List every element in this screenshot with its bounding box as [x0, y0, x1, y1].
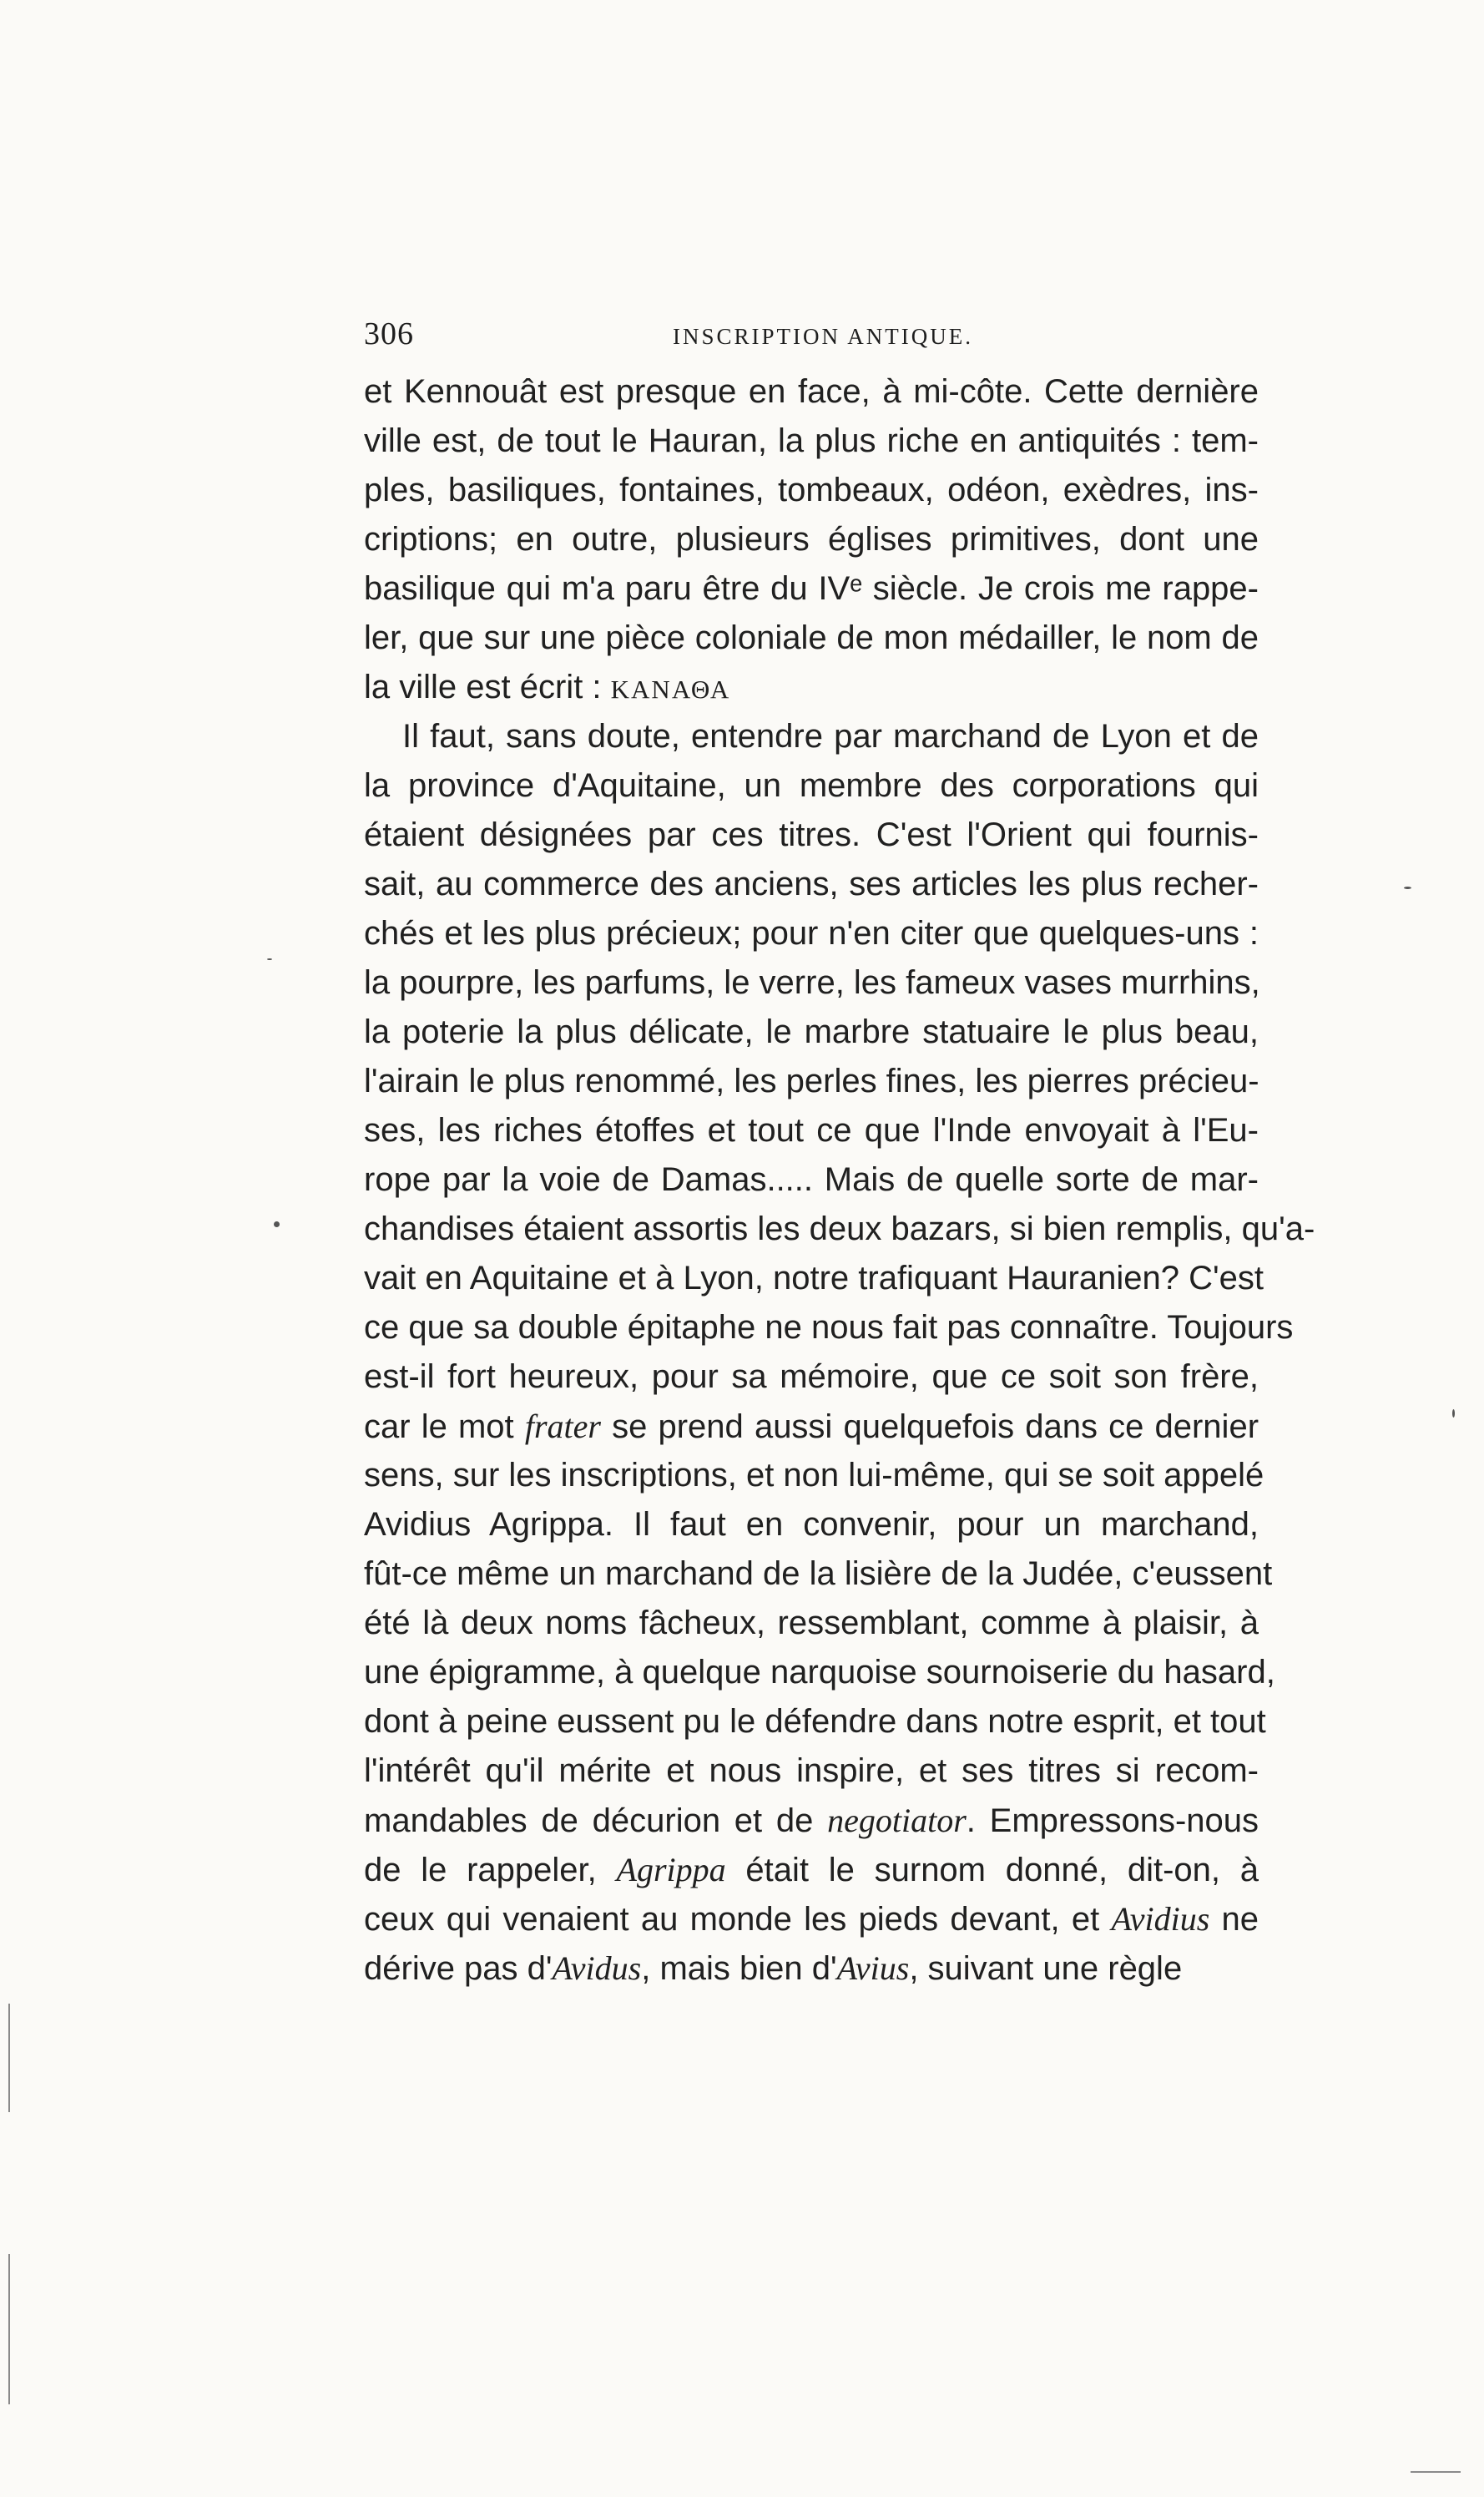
running-title: INSCRIPTION ANTIQUE. — [673, 324, 973, 349]
scan-speck — [1404, 887, 1411, 889]
text-line: de le rappeler, Agrippa était le surnom donné, dit-on, à — [364, 1851, 1259, 1888]
text-line: ce que sa double épitaphe ne nous fait pas connaître. Toujours — [364, 1309, 1294, 1346]
text-line: une épigramme, à quelque narquoise sournoiserie du hasard, — [364, 1654, 1275, 1691]
text-line: été là deux noms fâcheux, ressemblant, comme à plaisir, à — [364, 1605, 1259, 1641]
scan-speck — [267, 958, 272, 960]
text-line: chandises étaient assortis les deux bazars, si bien remplis, qu'a- — [364, 1211, 1315, 1247]
scan-speck — [274, 1221, 280, 1227]
text-line: fût-ce même un marchand de la lisière de la Judée, c'eussent — [364, 1555, 1273, 1592]
text-line: et Kennouât est presque en face, à mi-côte. Cette dernière — [364, 373, 1259, 410]
text-line: sait, au commerce des anciens, ses articles les plus recher- — [364, 866, 1259, 902]
page-number: 306 — [364, 316, 414, 351]
text-line: ville est, de tout le Hauran, la plus riche en antiquités : tem- — [364, 422, 1259, 459]
italic-word: Avius — [836, 1949, 910, 1987]
text-line: basilique qui m'a paru être du IVᵉ siècle. Je crois me rappe- — [364, 570, 1259, 607]
text-line: Avidius Agrippa. Il faut en convenir, pour un marchand, — [364, 1506, 1259, 1543]
italic-word: Avidus — [552, 1949, 642, 1987]
italic-word: Avidius — [1111, 1900, 1210, 1938]
text-line: ses, les riches étoffes et tout ce que l'Inde envoyait à l'Eu- — [364, 1112, 1259, 1149]
margin-rule — [8, 2254, 10, 2404]
text-line: vait en Aquitaine et à Lyon, notre trafiquant Hauranien? C'est — [364, 1260, 1264, 1297]
margin-rule — [8, 2004, 10, 2112]
text-line: la pourpre, les parfums, le verre, les fameux vases murrhins, — [364, 964, 1260, 1001]
greek-word: ΚΑΝΑΘΑ — [610, 675, 731, 704]
text-line: criptions; en outre, plusieurs églises primitives, dont une — [364, 521, 1259, 558]
italic-word: Agrippa — [616, 1851, 726, 1888]
text-line: dérive pas d'Avidus, mais bien d'Avius, suivant une règle — [364, 1949, 1183, 1987]
text-line: l'airain le plus renommé, les perles fines, les pierres précieu- — [364, 1063, 1259, 1099]
text-line: dont à peine eussent pu le défendre dans notre esprit, et tout — [364, 1703, 1266, 1740]
text-line: la ville est écrit : ΚΑΝΑΘΑ — [364, 669, 731, 705]
text-line: ler, que sur une pièce coloniale de mon médailler, le nom de — [364, 619, 1259, 656]
body-text — [364, 367, 1315, 1993]
text-line: sens, sur les inscriptions, et non lui-même, qui se soit appelé — [364, 1457, 1264, 1494]
scan-speck — [1452, 1409, 1455, 1418]
text-line: est-il fort heureux, pour sa mémoire, que ce soit son frère, — [364, 1358, 1259, 1395]
text-line: rope par la voie de Damas..... Mais de quelle sorte de mar- — [364, 1161, 1259, 1198]
text-line: chés et les plus précieux; pour n'en citer que quelques-uns : — [364, 915, 1259, 952]
paragraph-start-line: Il faut, sans doute, entendre par marchand de Lyon et de — [402, 718, 1259, 755]
text-line: la poterie la plus délicate, le marbre statuaire le plus beau, — [364, 1013, 1259, 1050]
text-line: l'intérêt qu'il mérite et nous inspire, et ses titres si recom- — [364, 1752, 1259, 1789]
text-line: car le mot frater se prend aussi quelquefois dans ce dernier — [364, 1408, 1259, 1445]
italic-word: negotiator — [827, 1802, 967, 1839]
running-head — [364, 316, 1259, 357]
text-line: mandables de décurion et de negotiator. Empressons-nous — [364, 1802, 1259, 1839]
text-line: ceux qui venaient au monde les pieds devant, et Avidius ne — [364, 1900, 1259, 1938]
margin-rule — [1411, 2471, 1461, 2473]
text-line: la province d'Aquitaine, un membre des corporations qui — [364, 767, 1259, 804]
italic-word: frater — [524, 1408, 601, 1445]
text-line: étaient désignées par ces titres. C'est l'Orient qui fournis- — [364, 816, 1259, 853]
text-line: ples, basiliques, fontaines, tombeaux, odéon, exèdres, ins- — [364, 472, 1259, 508]
